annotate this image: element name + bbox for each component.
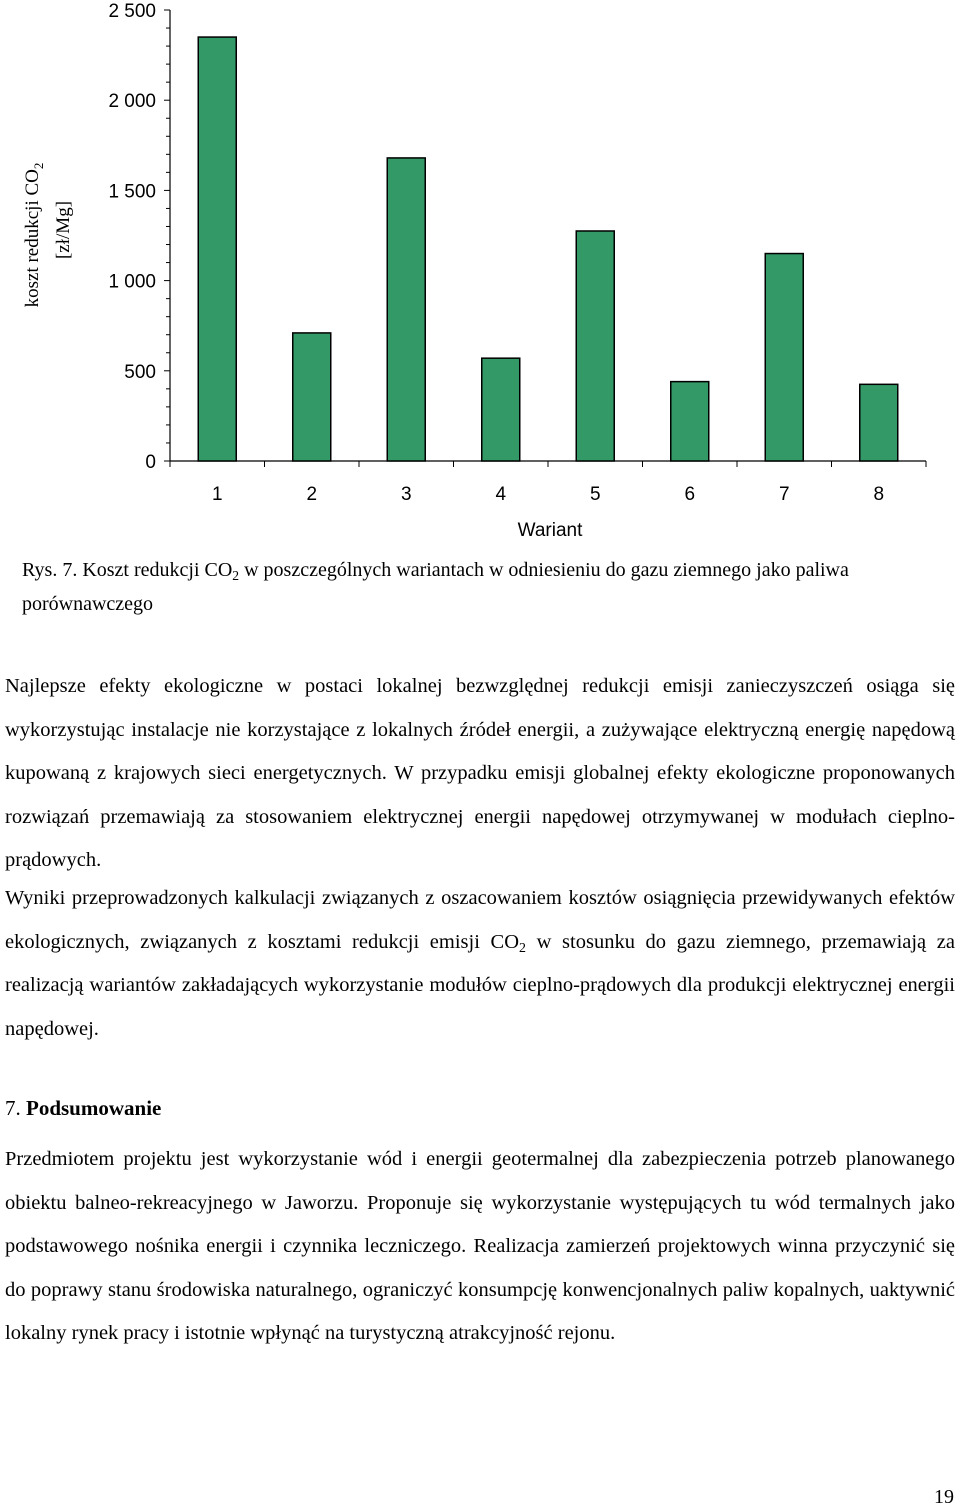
y-tick-label: 1 000 [108, 271, 156, 293]
y-tick-label: 2 000 [108, 91, 156, 113]
figure-caption [22, 553, 922, 621]
y-axis-title-line1: koszt redukcji $CO_2$ [22, 162, 46, 308]
x-tick-label: 1 [211, 484, 223, 505]
section-heading [5, 1096, 161, 1121]
bar-variant-1 [198, 37, 236, 461]
paragraph-subscript: 2 [519, 940, 526, 956]
x-tick-label: 5 [589, 484, 601, 505]
caption-prefix: Rys. 7. Koszt redukcji CO [22, 559, 233, 581]
y-tick-labels [108, 1, 156, 473]
x-tick-label: 8 [873, 484, 885, 505]
bar-variant-3 [387, 158, 425, 461]
x-tick-label: 2 [306, 484, 318, 505]
paragraph-ecological-effects: Najlepsze efekty ekologiczne w postaci lokalnej bezwzględnej redukcji emisji zanieczyszczeń osiąga się wykorzystując instalacje nie korzystające z lokalnych źródeł energii, a zużywające elektryczną energię napędową kupowaną z krajowych sieci energetycznych. W przypadku emisji globalnej efekty ekologiczne proponowanych rozwiązań przemawiają za stosowaniem elektrycznej energii napędowej otrzymywanej w modułach cieplno-prądowych. [5, 675, 955, 871]
y-tick-label: 2 500 [108, 1, 156, 22]
bar-variant-5 [576, 231, 614, 461]
paragraph-summary: Przedmiotem projektu jest wykorzystanie wód i energii geotermalnej dla zabezpieczenia potrzeb planowanego obiektu balneo-rekreacyjnego w Jaworzu. Proponuje się wykorzystanie występujących tu wód termalnych jako podstawowego nośnika energii i czynnika leczniczego. Realizacja zamierzeń projektowych winna przyczynić się do poprawy stanu środowiska naturalnego, ograniczyć konsumpcję konwencjonalnych paliw kopalnych, uaktywnić lokalny rynek pracy i istotnie wpłynąć na turystyczną atrakcyjność rejonu. [5, 1148, 955, 1344]
x-axis-title: Wariant [517, 520, 583, 541]
paragraph-text-continued: w stosunku do gazu ziemnego, przemawiają za realizacją wariantów zakładających wykorzystanie modułów cieplno-prądowych dla produkcji elektrycznej energii napędowej. [5, 930, 955, 1040]
section-number: 7. [5, 1096, 21, 1120]
paragraph-calculation-results [5, 877, 955, 1051]
bar-variant-2 [293, 333, 331, 461]
y-tick-label: 500 [124, 361, 156, 383]
page-number: 19 [934, 1486, 954, 1508]
caption-rest: w poszczególnych wariantach w odniesieniu do gazu ziemnego jako paliwa porównawczego [22, 559, 849, 615]
paragraph-text: Wyniki przeprowadzonych kalkulacji związanych z oszacowaniem kosztów osiągnięcia przewidywanych efektów ekologicznych, związanych z kosztami redukcji emisji CO [5, 887, 955, 953]
x-tick-labels [212, 484, 884, 505]
bar-variant-6 [671, 382, 709, 461]
caption-subscript: 2 [232, 567, 240, 583]
bar-variant-8 [860, 384, 898, 461]
bar-chart [0, 0, 960, 550]
x-tick-label: 7 [778, 484, 790, 505]
y-axis-title-unit: [zł/Mg] [53, 200, 74, 260]
section-title: Podsumowanie [26, 1096, 162, 1120]
y-axis-title [22, 163, 74, 308]
x-tick-label: 6 [684, 484, 696, 505]
chart-axes [164, 10, 926, 467]
chart-bars [198, 37, 898, 461]
bar-variant-7 [765, 254, 803, 461]
y-tick-label: 0 [145, 452, 156, 473]
y-tick-label: 1 500 [108, 181, 156, 203]
x-tick-label: 3 [400, 484, 412, 505]
x-tick-label: 4 [495, 484, 507, 505]
bar-variant-4 [482, 358, 520, 461]
